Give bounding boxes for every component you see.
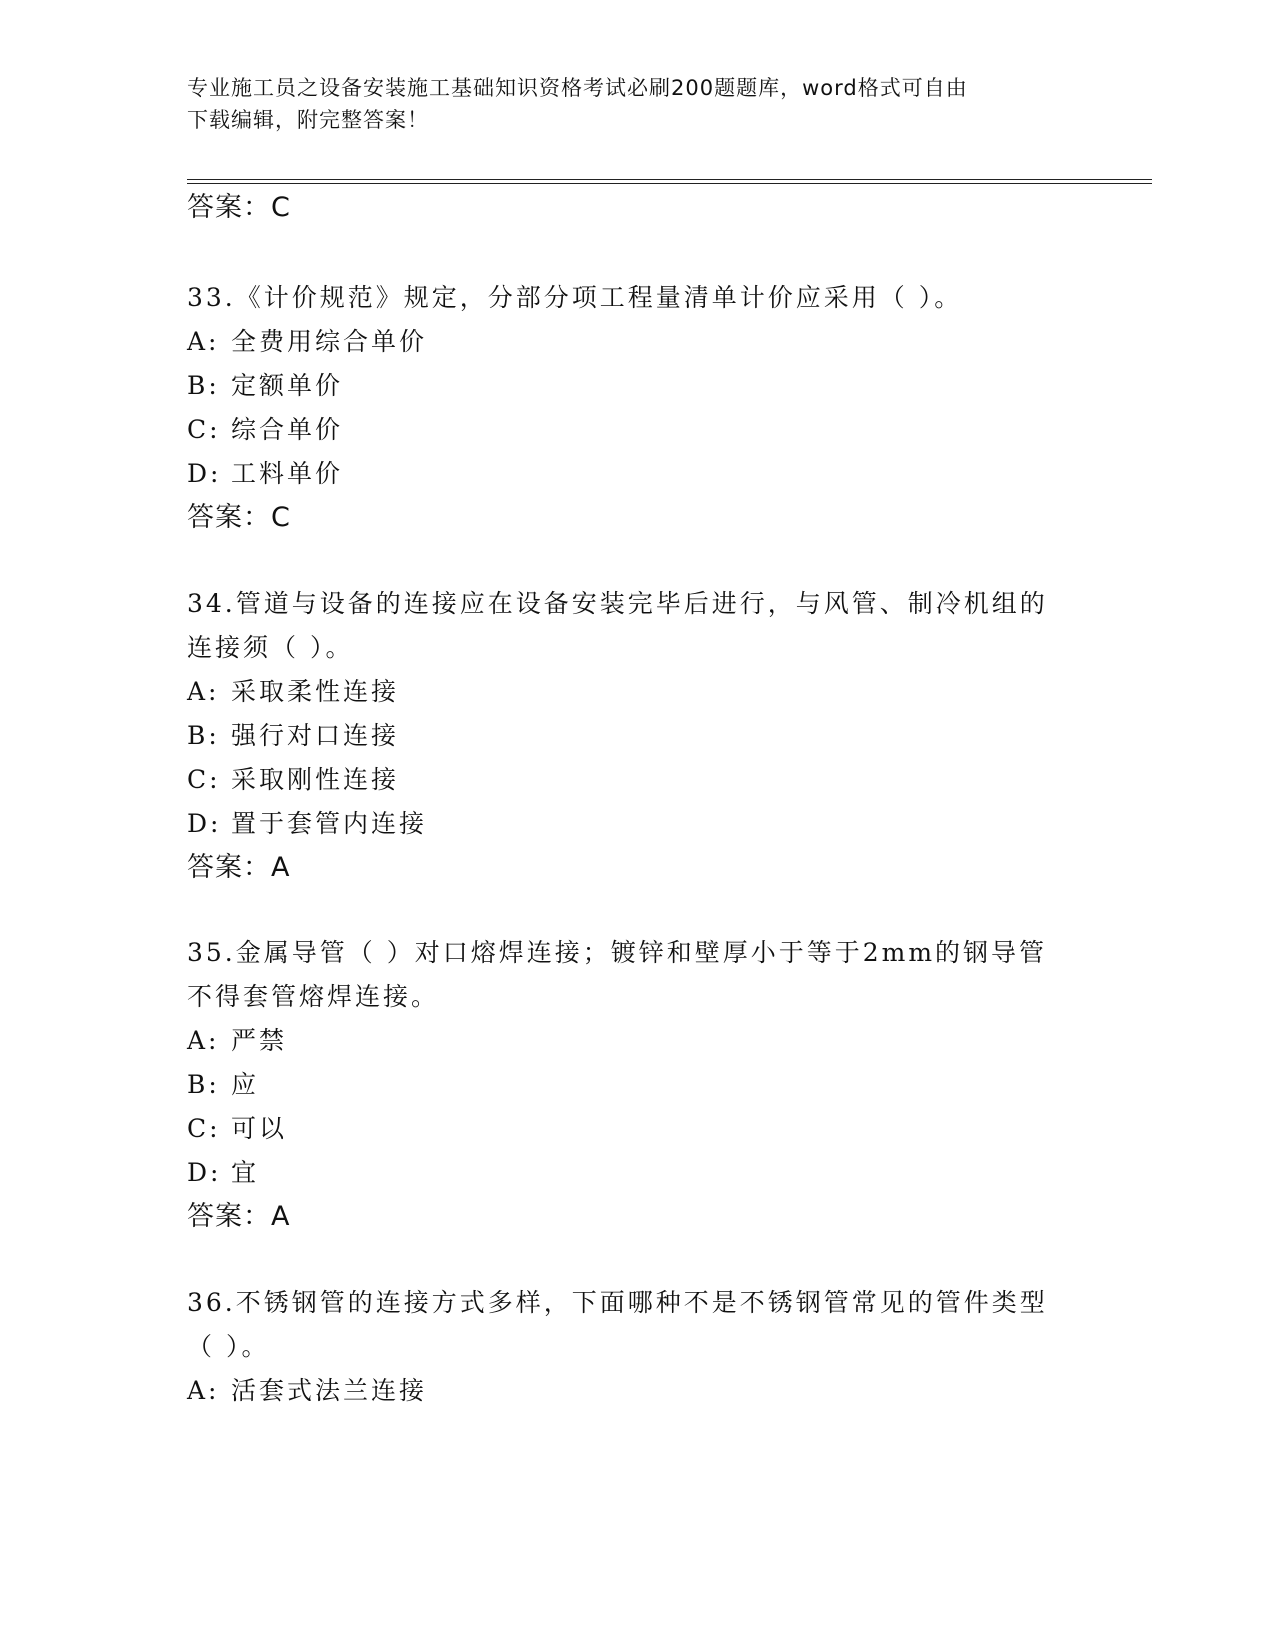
question-36-option-a	[187, 1376, 427, 1406]
option-letter: C:	[187, 415, 221, 444]
question-34-option-c	[187, 765, 399, 795]
option-text: 置于套管内连接	[231, 809, 428, 838]
option-text: 综合单价	[231, 415, 344, 444]
question-34-stem-line-1: 34.管道与设备的连接应在设备安装完毕后进行，与风管、制冷机组的	[187, 589, 1048, 618]
previous-answer: 答案：C	[187, 192, 291, 223]
option-text: 严禁	[231, 1026, 288, 1055]
option-text: 工料单价	[231, 459, 344, 488]
question-33-option-d	[187, 459, 343, 489]
header-line-2: 下载编辑，附完整答案！	[187, 108, 429, 132]
option-letter: B:	[187, 1070, 220, 1099]
option-text: 全费用综合单价	[231, 327, 428, 356]
option-text: 应	[231, 1070, 260, 1099]
option-text: 强行对口连接	[231, 721, 400, 750]
question-35-option-c	[187, 1114, 287, 1144]
document-header	[187, 72, 1067, 136]
option-text: 采取刚性连接	[231, 765, 400, 794]
question-34-option-d	[187, 809, 427, 839]
option-text: 活套式法兰连接	[231, 1376, 428, 1405]
option-text: 定额单价	[231, 371, 344, 400]
question-34-option-a	[187, 677, 399, 707]
question-34-answer: 答案：A	[187, 852, 291, 883]
option-letter: D:	[187, 809, 222, 838]
option-letter: B:	[187, 721, 220, 750]
question-35-option-b	[187, 1070, 259, 1100]
option-letter: A:	[187, 1376, 220, 1405]
option-letter: A:	[187, 677, 220, 706]
question-33-option-b	[187, 371, 343, 401]
question-33-option-a	[187, 327, 427, 357]
header-rule-top	[187, 179, 1152, 180]
question-36-stem-line-1: 36.不锈钢管的连接方式多样，下面哪种不是不锈钢管常见的管件类型	[187, 1288, 1048, 1317]
question-36-stem-line-2: （ ）。	[187, 1332, 270, 1361]
header-line-1: 专业施工员之设备安装施工基础知识资格考试必刷200题题库，word格式可自由	[187, 76, 968, 100]
option-text: 采取柔性连接	[231, 677, 400, 706]
option-letter: C:	[187, 765, 221, 794]
option-text: 可以	[231, 1114, 288, 1143]
question-33-stem: 33.《计价规范》规定，分部分项工程量清单计价应采用（ ）。	[187, 283, 963, 312]
question-34-stem-line-2: 连接须（ ）。	[187, 633, 354, 662]
option-letter: A:	[187, 1026, 220, 1055]
header-rule-bottom	[187, 183, 1152, 184]
question-35-stem-line-2: 不得套管熔焊连接。	[187, 982, 440, 1011]
question-34-option-b	[187, 721, 399, 751]
option-letter: D:	[187, 1158, 222, 1187]
question-35-answer: 答案：A	[187, 1201, 291, 1232]
question-33-answer: 答案：C	[187, 502, 291, 533]
option-letter: A:	[187, 327, 220, 356]
option-letter: D:	[187, 459, 222, 488]
question-33-option-c	[187, 415, 343, 445]
option-text: 宜	[231, 1158, 260, 1187]
question-35-option-a	[187, 1026, 287, 1056]
question-35-option-d	[187, 1158, 259, 1188]
option-letter: B:	[187, 371, 220, 400]
question-35-stem-line-1: 35.金属导管（ ）对口熔焊连接；镀锌和壁厚小于等于2mm的钢导管	[187, 938, 1048, 967]
option-letter: C:	[187, 1114, 221, 1143]
